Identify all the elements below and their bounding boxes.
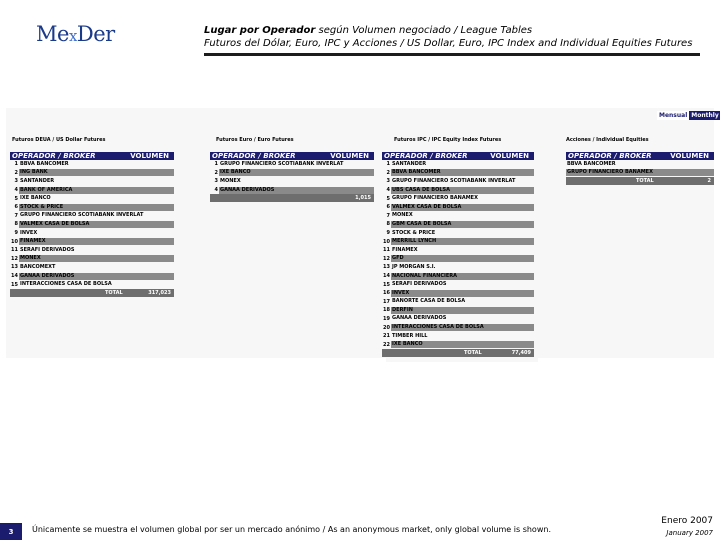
broker-name: VALMEX CASA DE BOLSA [391, 204, 534, 211]
table-row [382, 323, 534, 332]
table-row [382, 212, 534, 221]
operator-column-header: OPERADOR / BROKER [568, 152, 652, 160]
broker-name: GRUPO FINANCIERO SCOTIABANK INVERLAT [19, 212, 174, 219]
rank-number: 15 [383, 281, 390, 288]
rank-number: 4 [386, 187, 390, 194]
table-row [10, 220, 174, 229]
broker-name: INTERACCIONES CASA DE BOLSA [19, 281, 174, 288]
volume-column-header: VOLUMEN [330, 152, 369, 160]
rank-number: 10 [11, 238, 18, 245]
rank-number: 10 [383, 238, 390, 245]
broker-name: MONEX [219, 178, 374, 185]
total-row [566, 177, 714, 185]
table-header [382, 152, 534, 160]
broker-name: SERAFI DERIVADOS [19, 247, 174, 254]
section-label-euro: Futuros Euro / Euro Futures [216, 137, 294, 143]
broker-name: GANAA DERIVADOS [19, 273, 174, 280]
broker-name: GRUPO FINANCIERO BANAMEX [391, 195, 534, 202]
rank-number: 6 [386, 204, 390, 211]
rank-number: 21 [383, 333, 390, 340]
page-number: 3 [0, 523, 22, 540]
rank-number: 12 [11, 255, 18, 262]
rank-number: 6 [14, 204, 18, 211]
broker-name: GRUPO FINANCIERO BANAMEX [566, 169, 714, 176]
table-row [10, 263, 174, 272]
rank-number: 8 [14, 221, 18, 228]
total-value: 317,023 [148, 289, 171, 296]
table-row [382, 203, 534, 212]
table-row [382, 298, 534, 307]
table-row [382, 246, 534, 255]
table-row [10, 272, 174, 281]
operator-column-header: OPERADOR / BROKER [212, 152, 296, 160]
broker-name: MONEX [391, 212, 534, 219]
rank-number: 20 [383, 324, 390, 331]
table-row [210, 177, 374, 186]
logo-text-x: x [68, 27, 77, 45]
rank-number: 3 [386, 178, 390, 185]
table-row [10, 212, 174, 221]
table-row [382, 315, 534, 324]
euro-league-table [210, 152, 374, 202]
rank-number: 9 [14, 230, 18, 237]
table-header [210, 152, 374, 160]
total-value: 77,409 [511, 350, 531, 357]
rank-number: 5 [14, 195, 18, 202]
broker-name: GANAA DERIVADOS [391, 315, 534, 322]
broker-name: BBVA BANCOMER [391, 169, 534, 176]
table-row [382, 237, 534, 246]
table-row [566, 169, 714, 178]
table-row [382, 186, 534, 195]
rank-number: 9 [386, 230, 390, 237]
rank-number: 1 [214, 161, 218, 168]
broker-name: IXE BANCO [19, 195, 174, 202]
dollar-league-table [10, 152, 174, 297]
rank-number: 15 [11, 281, 18, 288]
table-row [382, 169, 534, 178]
rank-number: 13 [11, 264, 18, 271]
rank-number: 3 [14, 178, 18, 185]
broker-name: FINAMEX [391, 247, 534, 254]
total-label: TOTAL [636, 178, 654, 185]
total-row [210, 194, 374, 202]
total-row [10, 289, 174, 297]
table-row [382, 220, 534, 229]
table-row [10, 169, 174, 178]
footer-date-es: Enero 2007 [661, 516, 713, 526]
section-label-ipc: Futuros IPC / IPC Equity Index Futures [394, 137, 502, 143]
table-row [382, 332, 534, 341]
page-title [204, 25, 532, 36]
broker-name: INVEX [391, 290, 534, 297]
broker-name: DERFIN [391, 307, 534, 314]
rank-number: 3 [214, 178, 218, 185]
rank-number: 18 [383, 307, 390, 314]
volume-column-header: VOLUMEN [670, 152, 709, 160]
table-row [382, 194, 534, 203]
broker-name: GRUPO FINANCIERO SCOTIABANK INVERLAT [219, 161, 374, 168]
footer-date-en: January 2007 [666, 529, 713, 537]
table-row [10, 237, 174, 246]
broker-name: ING BANK [19, 169, 174, 176]
operator-column-header: OPERADOR / BROKER [12, 152, 96, 160]
broker-name: GANAA DERIVADOS [219, 187, 374, 194]
table-row [10, 203, 174, 212]
rank-number: 8 [386, 221, 390, 228]
broker-name: VALMEX CASA DE BOLSA [19, 221, 174, 228]
total-label: TOTAL [464, 350, 482, 357]
broker-name: BBVA BANCOMER [566, 161, 714, 168]
table-row [210, 169, 374, 178]
broker-name: INTERACCIONES CASA DE BOLSA [391, 324, 534, 331]
rank-number: 2 [14, 169, 18, 176]
table-header [566, 152, 714, 160]
broker-name: MONEX [19, 255, 174, 262]
rank-number: 11 [11, 247, 18, 254]
total-value: 2 [707, 178, 711, 185]
operator-column-header: OPERADOR / BROKER [384, 152, 468, 160]
section-label-dollar: Futuros DEUA / US Dollar Futures [12, 137, 106, 143]
broker-name: UBS CASA DE BOLSA [391, 187, 534, 194]
broker-name: JP MORGAN S.I. [391, 264, 534, 271]
tab-monthly[interactable]: Monthly [691, 112, 719, 119]
volume-column-header: VOLUMEN [130, 152, 169, 160]
rank-number: 4 [14, 187, 18, 194]
total-value: 1,015 [355, 195, 371, 202]
table-row [210, 160, 374, 169]
table-row [10, 255, 174, 264]
table-row [10, 229, 174, 238]
table-row [382, 306, 534, 315]
broker-name: SERAFI DERIVADOS [391, 281, 534, 288]
broker-name: INVEX [19, 230, 174, 237]
table-row [382, 177, 534, 186]
rank-number: 5 [386, 195, 390, 202]
broker-name: SANTANDER [19, 178, 174, 185]
table-row [382, 263, 534, 272]
table-row [382, 280, 534, 289]
broker-name: BANCOMEXT [19, 264, 174, 271]
table-row [382, 255, 534, 264]
table-row [382, 340, 534, 349]
total-row [382, 349, 534, 357]
tab-mensual[interactable]: Mensual [659, 112, 688, 119]
rank-number: 4 [214, 187, 218, 194]
table-row [382, 160, 534, 169]
broker-name: MERRILL LYNCH [391, 238, 534, 245]
table-row [10, 246, 174, 255]
broker-name: SANTANDER [391, 161, 534, 168]
logo-text-a: Me [36, 22, 69, 46]
broker-name: FINAMEX [19, 238, 174, 245]
broker-name: BANORTE CASA DE BOLSA [391, 298, 534, 305]
equities-league-table [566, 152, 714, 185]
table-row [10, 280, 174, 289]
broker-name: IXE BANCO [219, 169, 374, 176]
logo-text-b: Der [76, 22, 115, 46]
rank-number: 14 [11, 273, 18, 280]
broker-name: GBM CASA DE BOLSA [391, 221, 534, 228]
rank-number: 11 [383, 247, 390, 254]
broker-name: STOCK & PRICE [19, 204, 174, 211]
rank-number: 2 [386, 169, 390, 176]
table-row [10, 194, 174, 203]
broker-name: IXE BANCO [391, 341, 534, 348]
mexder-logo [36, 22, 115, 46]
rank-number: 1 [14, 161, 18, 168]
rank-number: 13 [383, 264, 390, 271]
rank-number: 7 [386, 212, 390, 219]
table-row [10, 186, 174, 195]
table-row [210, 186, 374, 195]
broker-name: BANK OF AMERICA [19, 187, 174, 194]
rank-number: 19 [383, 315, 390, 322]
table-row [10, 160, 174, 169]
broker-name: NACIONAL FINANCIERA [391, 273, 534, 280]
broker-name: TIMBER HILL [391, 333, 534, 340]
rank-number: 2 [214, 169, 218, 176]
table-header [10, 152, 174, 160]
broker-name: GRUPO FINANCIERO SCOTIABANK INVERLAT [391, 178, 534, 185]
title-divider [204, 53, 700, 56]
rank-number: 12 [383, 255, 390, 262]
table-row [382, 229, 534, 238]
broker-name: BBVA BANCOMER [19, 161, 174, 168]
rank-number: 22 [383, 341, 390, 348]
rank-number: 17 [383, 298, 390, 305]
rank-number: 16 [383, 290, 390, 297]
table-row [382, 289, 534, 298]
page-title-bold: Lugar por Operador [204, 25, 316, 36]
table-row [566, 160, 714, 169]
rank-number: 1 [386, 161, 390, 168]
page-subtitle: Futuros del Dólar, Euro, IPC y Acciones / US Dollar, Euro, IPC Index and Individual Equities Futures [204, 38, 693, 49]
ipc-league-table [382, 152, 534, 357]
broker-name: STOCK & PRICE [391, 230, 534, 237]
table-row [382, 272, 534, 281]
footer-note: Únicamente se muestra el volumen global por ser un mercado anónimo / As an anonymous market, only global volume is shown. [32, 525, 551, 534]
page-title-rest: según Volumen negociado / League Tables [315, 25, 533, 36]
rank-number: 14 [383, 273, 390, 280]
total-label: TOTAL [105, 289, 123, 296]
section-label-equities: Acciones / Individual Equities [566, 137, 649, 143]
volume-column-header: VOLUMEN [490, 152, 529, 160]
broker-name: GFD [391, 255, 534, 262]
rank-number: 7 [14, 212, 18, 219]
table-row [10, 177, 174, 186]
period-tabs [657, 111, 720, 120]
